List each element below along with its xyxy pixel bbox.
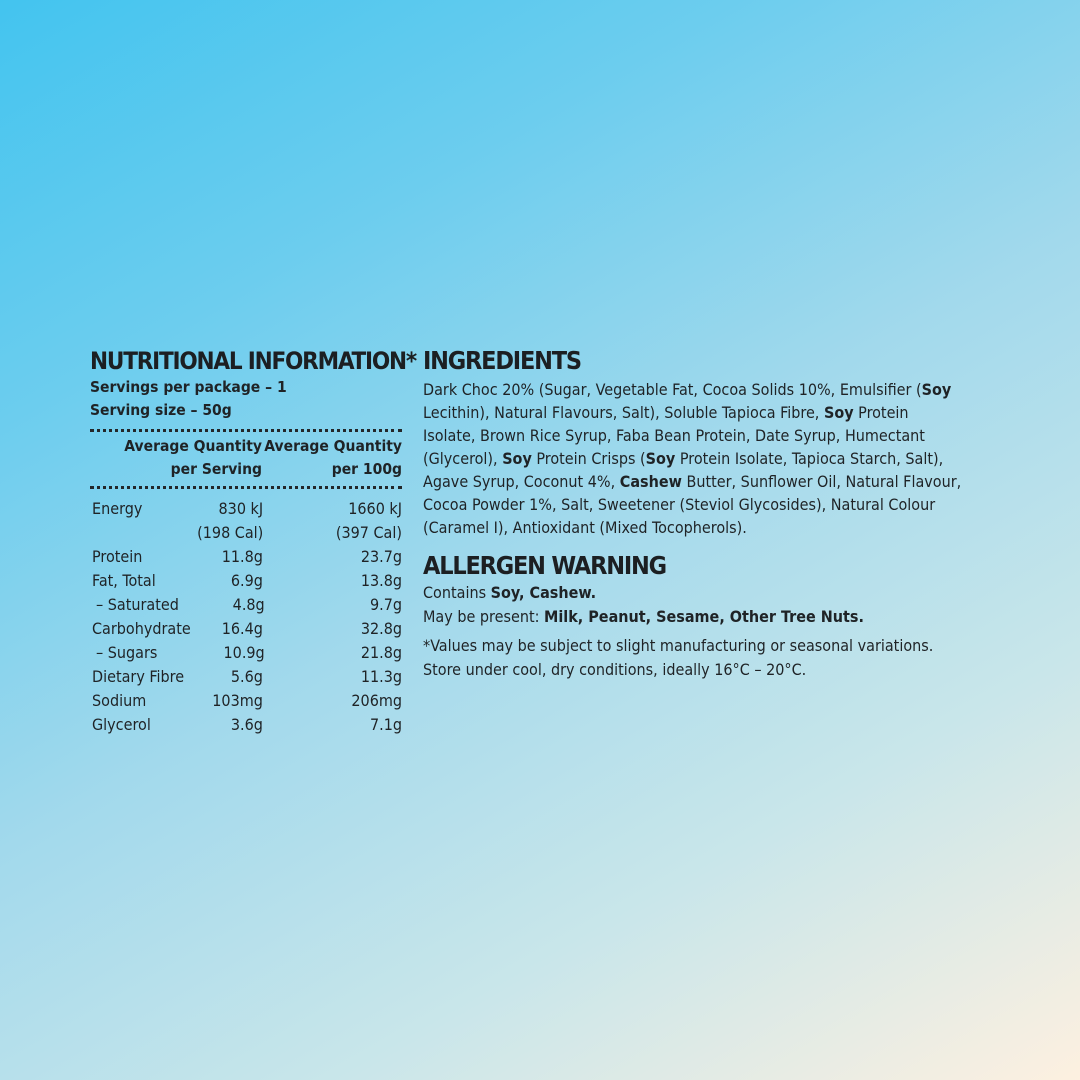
table-row — [90, 497, 402, 545]
ingredients-segment: Protein Crisps ( — [531, 449, 646, 468]
per-serving-value: 5.6g — [230, 667, 263, 686]
table-row — [90, 593, 402, 617]
storage-note: Store under cool, dry conditions, ideally 16°C – 20°C. — [423, 660, 807, 679]
nutrient-name: – Sugars — [96, 643, 158, 662]
nutrition-title: NUTRITIONAL INFORMATION* — [90, 347, 416, 375]
energy-kj-serving: 830 kJ — [218, 499, 264, 518]
per-100g-value: 206mg — [351, 691, 403, 710]
variation-note: *Values may be subject to slight manufacturing or seasonal variations. — [423, 636, 934, 655]
ingredients-segment: Butter, Sunflower Oil, Natural Flavour, Cocoa Powder 1%, Salt, Sweetener (Steviol Glycosides), Natural Colour (Caramel I), Antioxidant (Mixed Tocopherols). — [423, 472, 962, 537]
ingredients-segment: Lecithin), Natural Flavours, Salt), Soluble Tapioca Fibre, — [423, 403, 824, 422]
per-serving-value — [197, 497, 263, 545]
col-per-serving-header — [90, 435, 262, 481]
ingredients-title: INGREDIENTS — [423, 346, 581, 375]
per-serving-value: 10.9g — [223, 643, 265, 662]
contains-value: Soy, Cashew. — [490, 583, 597, 602]
per-serving-value: 103mg — [212, 691, 263, 710]
table-row — [90, 641, 402, 665]
col-per-serving-line1: Average Quantity — [124, 437, 262, 455]
nutrient-name: Protein — [92, 547, 143, 566]
ingredients-allergen-bold: Soy — [823, 403, 854, 422]
ingredients-text — [423, 378, 963, 539]
table-row — [90, 545, 402, 569]
per-serving-value: 6.9g — [230, 571, 263, 590]
ingredients-allergen-bold: Soy — [645, 449, 676, 468]
col-per-100g-line2: per 100g — [331, 460, 402, 478]
table-row — [90, 617, 402, 641]
energy-cal-serving: (198 Cal) — [197, 523, 264, 542]
table-row — [90, 689, 402, 713]
ingredients-segment: Protein Isolate, Tapioca Starch, Salt), Agave Syrup, Coconut 4%, — [423, 449, 944, 491]
energy-cal-100g: (397 Cal) — [335, 523, 402, 542]
per-100g-value: 7.1g — [369, 715, 403, 734]
allergen-title: ALLERGEN WARNING — [423, 551, 666, 580]
per-serving-value: 16.4g — [221, 619, 263, 638]
col-per-100g-header — [262, 435, 402, 481]
col-per-100g-line1: Average Quantity — [264, 437, 402, 455]
per-serving-value: 4.8g — [232, 595, 265, 614]
column-headers — [90, 432, 402, 486]
servings-per-package: Servings per package – 1 — [90, 378, 287, 396]
nutrient-name: Dietary Fibre — [92, 667, 185, 686]
nutrient-name: Glycerol — [92, 715, 151, 734]
allergen-may-contain — [423, 605, 963, 629]
per-100g-value: 9.7g — [369, 595, 403, 614]
notes — [423, 634, 963, 682]
nutrient-name: Carbohydrate — [92, 619, 191, 638]
may-contain-value: Milk, Peanut, Sesame, Other Tree Nuts. — [544, 607, 864, 626]
contains-label: Contains — [423, 583, 491, 602]
ingredients-segment: Dark Choc 20% (Sugar, Vegetable Fat, Cocoa Solids 10%, Emulsifier ( — [423, 380, 922, 399]
per-100g-value: 21.8g — [360, 643, 403, 662]
per-serving-value: 11.8g — [221, 547, 263, 566]
nutrient-name: Sodium — [92, 691, 147, 710]
serving-size: Serving size – 50g — [90, 401, 232, 419]
energy-kj-100g: 1660 kJ — [348, 499, 402, 518]
col-per-serving-line2: per Serving — [170, 460, 262, 478]
per-100g-value — [263, 497, 402, 545]
nutrient-name: – Saturated — [96, 595, 179, 614]
ingredients-allergen-bold: Cashew — [619, 472, 682, 491]
nutrition-panel — [90, 346, 416, 737]
per-100g-value: 32.8g — [360, 619, 403, 638]
per-100g-value: 13.8g — [360, 571, 403, 590]
ingredients-allergen-panel — [423, 346, 963, 682]
allergen-contains — [423, 581, 963, 605]
per-serving-value: 3.6g — [230, 715, 263, 734]
per-100g-value: 23.7g — [360, 547, 403, 566]
ingredients-allergen-bold: Soy — [921, 380, 952, 399]
nutrient-name: Energy — [92, 499, 143, 518]
table-row — [90, 713, 402, 737]
ingredients-segment: Protein Isolate, Brown Rice Syrup, Faba Bean Protein, Date Syrup, Humectant (Glycerol), — [423, 403, 925, 468]
may-contain-label: May be present: — [423, 607, 545, 626]
table-row — [90, 665, 402, 689]
ingredients-allergen-bold: Soy — [502, 449, 532, 468]
per-100g-value: 11.3g — [360, 667, 403, 686]
nutrition-rows — [90, 489, 402, 737]
table-row — [90, 569, 402, 593]
nutrient-name: Fat, Total — [92, 571, 156, 590]
